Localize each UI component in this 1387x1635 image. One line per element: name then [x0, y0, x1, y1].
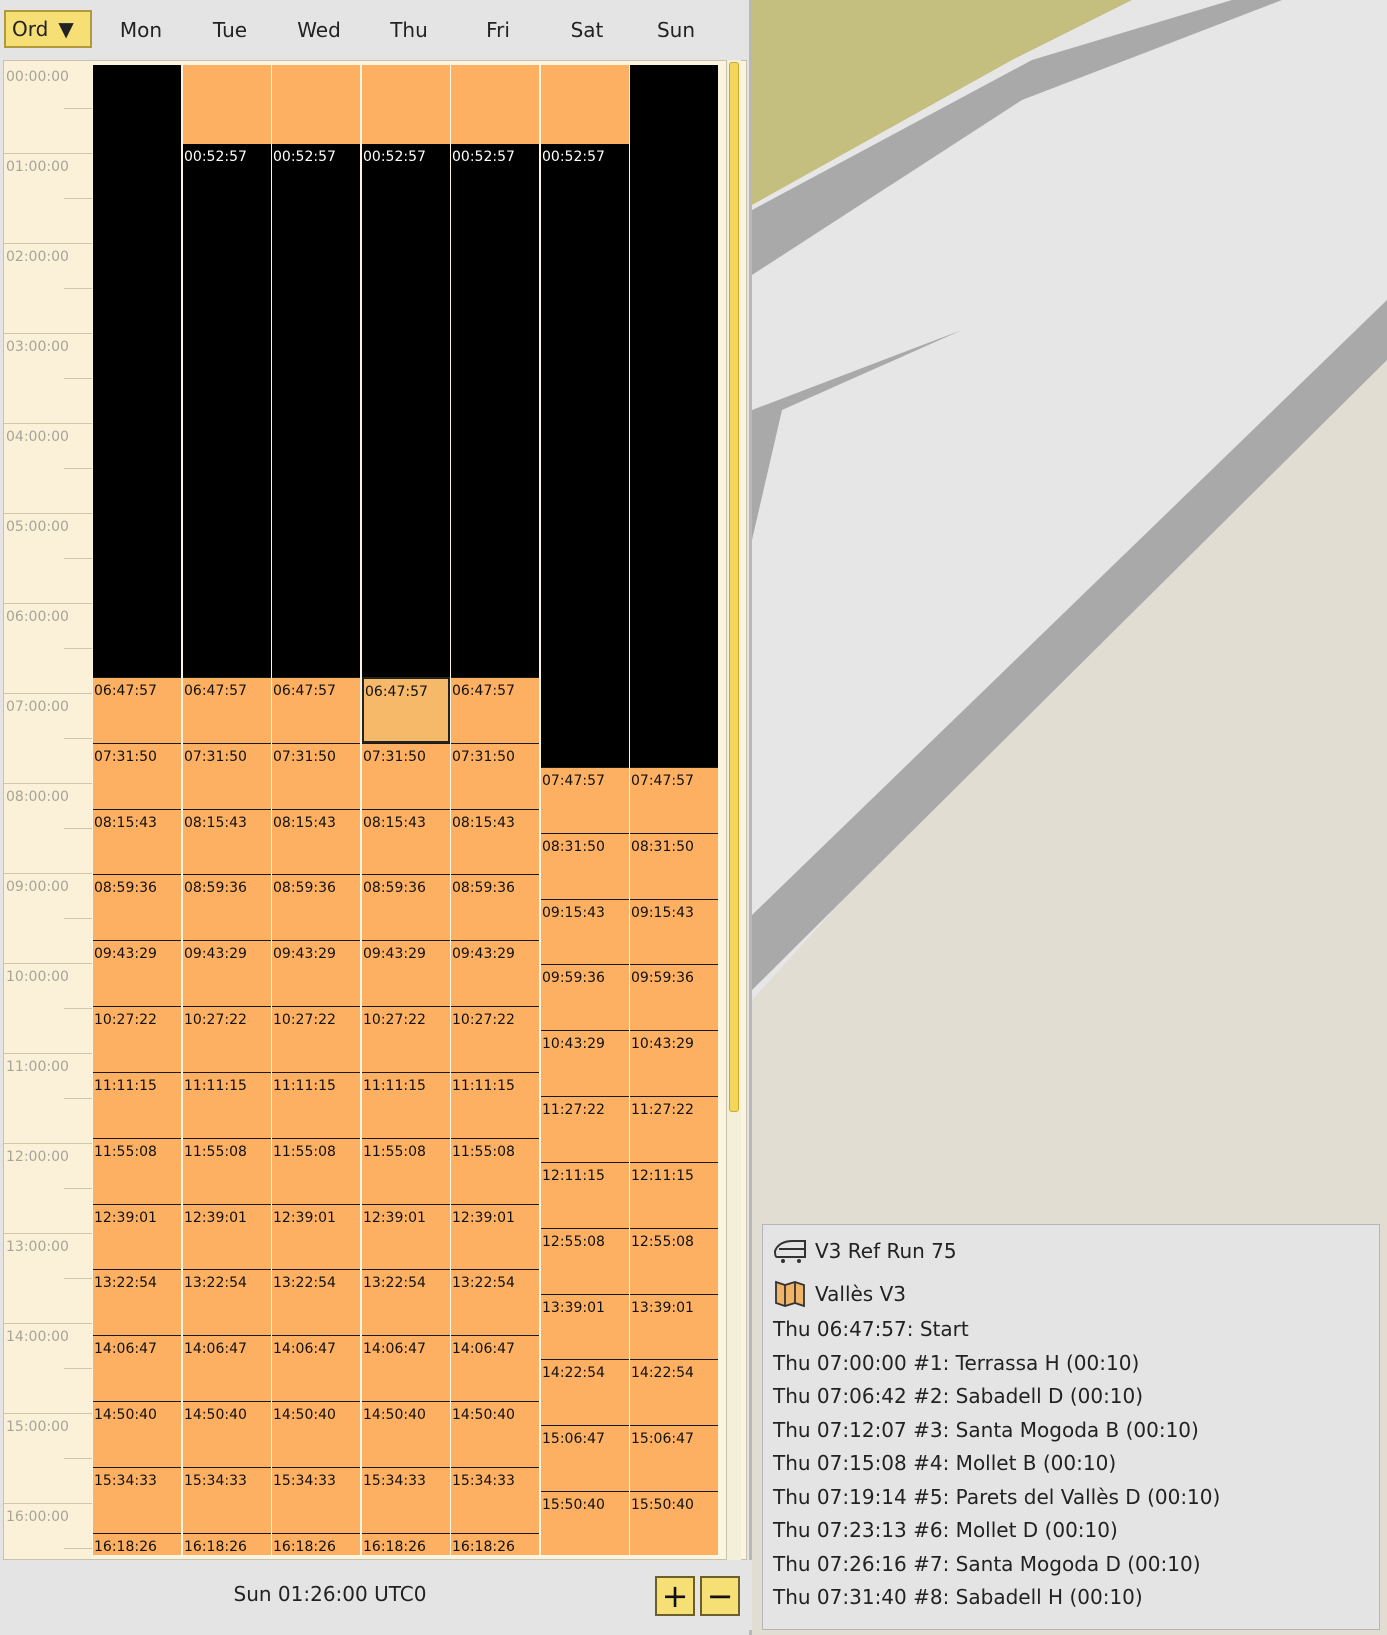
- slot-time: 12:39:01: [273, 1209, 336, 1226]
- day-column-wed[interactable]: [272, 65, 360, 1555]
- stop-item[interactable]: Thu 07:23:13 #6: Mollet D (00:10): [773, 1518, 1118, 1542]
- zoom-in-button[interactable]: +: [655, 1576, 695, 1616]
- half-hour-tick: [64, 378, 92, 379]
- time-slot[interactable]: [183, 743, 271, 809]
- slot-time: 16:18:26: [94, 1538, 157, 1555]
- hour-column: [4, 61, 92, 1559]
- slot-time: 09:43:29: [273, 946, 336, 963]
- map-icon: [773, 1279, 807, 1309]
- slot-time: 07:31:50: [94, 748, 157, 765]
- slot-time: 12:55:08: [631, 1233, 694, 1250]
- time-slot[interactable]: [451, 1269, 539, 1335]
- day-column-thu[interactable]: [362, 65, 450, 1555]
- slot-time: 12:55:08: [542, 1233, 605, 1250]
- stop-item[interactable]: Thu 07:12:07 #3: Santa Mogoda B (00:10): [773, 1418, 1199, 1442]
- slot-time: 13:22:54: [363, 1275, 426, 1292]
- slot-time: 13:22:54: [94, 1275, 157, 1292]
- time-slot[interactable]: [541, 767, 629, 833]
- time-slot[interactable]: [272, 1138, 360, 1204]
- slot-time: 16:18:26: [184, 1538, 247, 1555]
- slot-time: 07:31:50: [184, 748, 247, 765]
- time-slot[interactable]: [183, 1006, 271, 1072]
- day-column-tue[interactable]: [183, 65, 271, 1555]
- slot-time: 06:47:57: [273, 682, 336, 699]
- time-slot[interactable]: [362, 1138, 450, 1204]
- hour-label: 09:00:00: [6, 879, 69, 895]
- time-slot[interactable]: [362, 1204, 450, 1270]
- time-slot[interactable]: [362, 1533, 450, 1555]
- half-hour-tick: [64, 1008, 92, 1009]
- time-slot[interactable]: [93, 1269, 181, 1335]
- time-slot[interactable]: [272, 940, 360, 1006]
- slot-time: 15:06:47: [631, 1431, 694, 1448]
- hour-label: 10:00:00: [6, 969, 69, 985]
- slot-time: 15:34:33: [94, 1472, 157, 1489]
- half-hour-tick: [64, 288, 92, 289]
- line-name-row: [773, 1279, 906, 1309]
- time-slot[interactable]: [183, 940, 271, 1006]
- slot-time: 11:11:15: [452, 1077, 515, 1094]
- slot-time: 08:15:43: [273, 814, 336, 831]
- day-header-mon: Mon: [119, 18, 163, 42]
- hour-gridline: [4, 783, 92, 784]
- slot-time: 15:50:40: [542, 1497, 605, 1513]
- day-header-fri: Fri: [486, 18, 510, 42]
- half-hour-tick: [64, 108, 92, 109]
- day-header-wed: Wed: [297, 18, 341, 42]
- slot-time: 08:31:50: [542, 838, 605, 855]
- slot-time: 08:15:43: [363, 814, 426, 831]
- order-dropdown[interactable]: [4, 10, 92, 48]
- time-slot[interactable]: [183, 809, 271, 875]
- hour-label: 14:00:00: [6, 1329, 69, 1345]
- hour-gridline: [4, 1503, 92, 1504]
- timetable-footer: [0, 1560, 752, 1630]
- time-slot[interactable]: [630, 767, 718, 833]
- time-slot[interactable]: [630, 1359, 718, 1425]
- line-name: Vallès V3: [815, 1282, 906, 1306]
- slot-time: 09:59:36: [631, 970, 694, 987]
- time-slot[interactable]: [541, 1096, 629, 1162]
- time-slot[interactable]: [451, 1533, 539, 1555]
- slot-time: 14:06:47: [184, 1341, 247, 1358]
- time-slot[interactable]: [272, 1467, 360, 1533]
- slot-time: 13:22:54: [273, 1275, 336, 1292]
- time-slot[interactable]: [183, 1269, 271, 1335]
- slot-time: 14:06:47: [452, 1341, 515, 1358]
- hour-gridline: [4, 1233, 92, 1234]
- slot-time: 11:55:08: [363, 1143, 426, 1160]
- vertical-scrollbar[interactable]: [726, 60, 741, 1560]
- hour-gridline: [4, 423, 92, 424]
- day-header-sat: Sat: [570, 18, 604, 42]
- hour-label: 02:00:00: [6, 249, 69, 265]
- hour-gridline: [4, 513, 92, 514]
- time-slot[interactable]: [630, 1162, 718, 1228]
- slot-time: 12:39:01: [363, 1209, 426, 1226]
- time-slot[interactable]: [630, 1491, 718, 1555]
- day-column-fri[interactable]: [451, 65, 539, 1555]
- hour-gridline: [4, 1323, 92, 1324]
- time-slot[interactable]: [183, 677, 271, 743]
- time-slot[interactable]: [451, 1467, 539, 1533]
- schedule-grid[interactable]: [3, 60, 747, 1560]
- slot-time: 11:11:15: [273, 1077, 336, 1094]
- time-slot[interactable]: [362, 940, 450, 1006]
- time-slot[interactable]: [362, 1335, 450, 1401]
- hour-label: 11:00:00: [6, 1059, 69, 1075]
- hour-gridline: [4, 1143, 92, 1144]
- slot-time: 00:52:57: [363, 149, 426, 166]
- slot-time: 00:52:57: [184, 149, 247, 166]
- slot-time: 13:22:54: [452, 1275, 515, 1292]
- hour-label: 05:00:00: [6, 519, 69, 535]
- slot-time: 12:39:01: [452, 1209, 515, 1226]
- hour-gridline: [4, 1413, 92, 1414]
- slot-time: 10:27:22: [363, 1012, 426, 1029]
- slot-time: 10:27:22: [452, 1012, 515, 1029]
- slot-time: 11:55:08: [452, 1143, 515, 1160]
- time-slot[interactable]: [183, 1138, 271, 1204]
- slot-time: 14:50:40: [452, 1407, 515, 1423]
- time-slot[interactable]: [362, 1401, 450, 1467]
- slot-time: 12:39:01: [94, 1209, 157, 1226]
- time-slot[interactable]: [183, 1072, 271, 1138]
- slot-time: 07:31:50: [273, 748, 336, 765]
- slot-time: 06:47:57: [94, 682, 157, 699]
- time-slot[interactable]: [451, 1138, 539, 1204]
- time-slot[interactable]: [93, 1401, 181, 1467]
- slot-time: 16:18:26: [273, 1538, 336, 1555]
- half-hour-tick: [64, 1188, 92, 1189]
- hour-gridline: [4, 153, 92, 154]
- hour-gridline: [4, 693, 92, 694]
- slot-time: 11:55:08: [273, 1143, 336, 1160]
- slot-time: 10:27:22: [94, 1012, 157, 1029]
- slot-time: 16:18:26: [452, 1538, 515, 1555]
- slot-time: 13:39:01: [542, 1299, 605, 1316]
- day-column-mon[interactable]: [93, 65, 181, 1555]
- time-slot[interactable]: [93, 677, 181, 743]
- time-slot[interactable]: [272, 1006, 360, 1072]
- time-slot[interactable]: [272, 65, 360, 144]
- slot-time: 11:55:08: [184, 1143, 247, 1160]
- time-slot[interactable]: [541, 964, 629, 1030]
- time-slot[interactable]: [541, 1425, 629, 1491]
- time-slot[interactable]: [183, 1335, 271, 1401]
- slot-time: 08:15:43: [94, 814, 157, 831]
- time-slot[interactable]: [93, 940, 181, 1006]
- half-hour-tick: [64, 1278, 92, 1279]
- time-slot[interactable]: [93, 1204, 181, 1270]
- night-block[interactable]: [541, 144, 629, 767]
- time-slot[interactable]: [362, 874, 450, 940]
- time-slot[interactable]: [183, 65, 271, 144]
- time-slot[interactable]: [630, 833, 718, 899]
- day-header-row: [0, 0, 752, 60]
- hour-label: 08:00:00: [6, 789, 69, 805]
- time-slot[interactable]: [451, 874, 539, 940]
- hour-gridline: [4, 963, 92, 964]
- hour-label: 01:00:00: [6, 159, 69, 175]
- half-hour-tick: [64, 468, 92, 469]
- half-hour-tick: [64, 1098, 92, 1099]
- time-slot[interactable]: [451, 743, 539, 809]
- night-block[interactable]: [362, 144, 450, 677]
- slot-time: 08:59:36: [363, 880, 426, 897]
- slot-time: 15:06:47: [542, 1431, 605, 1448]
- day-column-sat[interactable]: [541, 65, 629, 1555]
- stop-item[interactable]: Thu 07:00:00 #1: Terrassa H (00:10): [773, 1351, 1140, 1375]
- time-slot[interactable]: [93, 874, 181, 940]
- slot-time: 14:50:40: [273, 1407, 336, 1423]
- stop-item[interactable]: Thu 07:26:16 #7: Santa Mogoda D (00:10): [773, 1552, 1201, 1576]
- time-slot[interactable]: [451, 809, 539, 875]
- slot-time: 14:06:47: [363, 1341, 426, 1358]
- stop-item[interactable]: Thu 07:19:14 #5: Parets del Vallès D (00:10): [773, 1485, 1221, 1509]
- hour-label: 04:00:00: [6, 429, 69, 445]
- slot-time: 08:59:36: [94, 880, 157, 897]
- time-slot[interactable]: [272, 1533, 360, 1555]
- slot-time: 06:47:57: [365, 683, 428, 700]
- slot-time: 09:43:29: [452, 946, 515, 963]
- slot-time: 15:34:33: [452, 1472, 515, 1489]
- time-slot[interactable]: [93, 743, 181, 809]
- time-slot[interactable]: [362, 65, 450, 144]
- hour-label: 00:00:00: [6, 69, 69, 85]
- slot-time: 07:31:50: [363, 748, 426, 765]
- time-slot[interactable]: [630, 899, 718, 965]
- slot-time: 14:22:54: [631, 1365, 694, 1382]
- time-slot[interactable]: [541, 1228, 629, 1294]
- slot-time: 14:50:40: [94, 1407, 157, 1423]
- time-slot[interactable]: [541, 65, 629, 144]
- slot-time: 06:47:57: [452, 682, 515, 699]
- slot-time: 08:59:36: [452, 880, 515, 897]
- time-slot[interactable]: [451, 1072, 539, 1138]
- time-slot[interactable]: [362, 1072, 450, 1138]
- slot-time: 13:39:01: [631, 1299, 694, 1316]
- run-name-row: [773, 1237, 957, 1265]
- time-slot[interactable]: [362, 1006, 450, 1072]
- scrollbar-thumb[interactable]: [729, 62, 739, 1112]
- run-name: V3 Ref Run 75: [815, 1239, 957, 1263]
- half-hour-tick: [64, 648, 92, 649]
- slot-time: 13:22:54: [184, 1275, 247, 1292]
- slot-time: 09:43:29: [363, 946, 426, 963]
- hour-gridline: [4, 873, 92, 874]
- zoom-out-button[interactable]: −: [700, 1576, 740, 1616]
- slot-time: 08:15:43: [452, 814, 515, 831]
- run-start: Thu 06:47:57: Start: [773, 1317, 969, 1341]
- train-icon: [773, 1237, 807, 1265]
- time-slot[interactable]: [272, 1072, 360, 1138]
- time-slot[interactable]: [272, 1335, 360, 1401]
- hour-label: 06:00:00: [6, 609, 69, 625]
- slot-time: 09:43:29: [184, 946, 247, 963]
- time-slot[interactable]: [541, 1294, 629, 1360]
- hour-gridline: [4, 1053, 92, 1054]
- day-column-sun[interactable]: [630, 65, 718, 1555]
- time-slot[interactable]: [451, 1204, 539, 1270]
- time-slot[interactable]: [451, 1006, 539, 1072]
- half-hour-tick: [64, 828, 92, 829]
- hour-gridline: [4, 333, 92, 334]
- time-slot[interactable]: [362, 1467, 450, 1533]
- time-slot[interactable]: [630, 1294, 718, 1360]
- time-slot[interactable]: [451, 1335, 539, 1401]
- hour-label: 15:00:00: [6, 1419, 69, 1435]
- slot-time: 07:31:50: [452, 748, 515, 765]
- time-slot[interactable]: [541, 1491, 629, 1555]
- slot-time: 12:11:15: [631, 1167, 694, 1184]
- slot-time: 15:34:33: [184, 1472, 247, 1489]
- slot-time: 15:34:33: [273, 1472, 336, 1489]
- time-slot[interactable]: [183, 1204, 271, 1270]
- slot-time: 11:11:15: [363, 1077, 426, 1094]
- slot-time: 12:39:01: [184, 1209, 247, 1226]
- time-slot[interactable]: [272, 743, 360, 809]
- time-slot[interactable]: [272, 809, 360, 875]
- dropdown-arrow-icon: ▼: [58, 17, 74, 41]
- selected-time-slot[interactable]: [362, 677, 450, 743]
- slot-time: 10:27:22: [273, 1012, 336, 1029]
- half-hour-tick: [64, 918, 92, 919]
- time-slot[interactable]: [272, 677, 360, 743]
- slot-time: 11:11:15: [94, 1077, 157, 1094]
- time-slot[interactable]: [183, 874, 271, 940]
- slot-time: 07:47:57: [542, 772, 605, 789]
- slot-time: 09:43:29: [94, 946, 157, 963]
- time-slot[interactable]: [630, 1030, 718, 1096]
- hour-gridline: [4, 603, 92, 604]
- time-slot[interactable]: [451, 677, 539, 743]
- time-slot[interactable]: [451, 65, 539, 144]
- time-slot[interactable]: [362, 1269, 450, 1335]
- day-header-tue: Tue: [212, 18, 248, 42]
- slot-time: 00:52:57: [542, 149, 605, 166]
- time-slot[interactable]: [93, 1072, 181, 1138]
- night-block[interactable]: [451, 144, 539, 677]
- night-block[interactable]: [183, 144, 271, 677]
- slot-time: 08:59:36: [273, 880, 336, 897]
- time-slot[interactable]: [541, 1162, 629, 1228]
- time-slot[interactable]: [541, 1359, 629, 1425]
- slot-time: 14:06:47: [94, 1341, 157, 1358]
- time-slot[interactable]: [93, 1138, 181, 1204]
- hour-label: 16:00:00: [6, 1509, 69, 1525]
- time-slot[interactable]: [183, 1533, 271, 1555]
- slot-time: 11:27:22: [631, 1102, 694, 1119]
- slot-time: 09:15:43: [542, 904, 605, 921]
- time-slot[interactable]: [93, 1533, 181, 1555]
- time-slot[interactable]: [93, 1006, 181, 1072]
- half-hour-tick: [64, 1458, 92, 1459]
- half-hour-tick: [64, 1548, 92, 1549]
- slot-time: 12:11:15: [542, 1167, 605, 1184]
- time-slot[interactable]: [272, 874, 360, 940]
- time-slot[interactable]: [93, 809, 181, 875]
- stop-item[interactable]: Thu 07:31:40 #8: Sabadell H (00:10): [773, 1585, 1143, 1609]
- hour-label: 12:00:00: [6, 1149, 69, 1165]
- slot-time: 06:47:57: [184, 682, 247, 699]
- hour-label: 03:00:00: [6, 339, 69, 355]
- time-slot[interactable]: [183, 1401, 271, 1467]
- time-slot[interactable]: [541, 1030, 629, 1096]
- order-dropdown-label: Ord: [12, 17, 49, 41]
- hour-gridline: [4, 243, 92, 244]
- stop-item[interactable]: Thu 07:15:08 #4: Mollet B (00:10): [773, 1451, 1117, 1475]
- slot-time: 07:47:57: [631, 772, 694, 789]
- time-slot[interactable]: [272, 1204, 360, 1270]
- time-slot[interactable]: [630, 964, 718, 1030]
- time-slot[interactable]: [93, 1335, 181, 1401]
- slot-time: 11:11:15: [184, 1077, 247, 1094]
- time-slot[interactable]: [630, 1425, 718, 1491]
- slot-time: 15:50:40: [631, 1497, 694, 1513]
- slot-time: 14:50:40: [184, 1407, 247, 1423]
- half-hour-tick: [64, 198, 92, 199]
- time-slot[interactable]: [362, 809, 450, 875]
- day-header-sun: Sun: [656, 18, 696, 42]
- time-slot[interactable]: [183, 1467, 271, 1533]
- day-header-thu: Thu: [390, 18, 428, 42]
- time-slot[interactable]: [541, 899, 629, 965]
- time-slot[interactable]: [362, 743, 450, 809]
- night-block[interactable]: [630, 65, 718, 767]
- half-hour-tick: [64, 738, 92, 739]
- time-slot[interactable]: [630, 1096, 718, 1162]
- slot-time: 14:22:54: [542, 1365, 605, 1382]
- run-info-panel: [762, 1224, 1380, 1630]
- slot-time: 00:52:57: [452, 149, 515, 166]
- time-slot[interactable]: [451, 1401, 539, 1467]
- slot-time: 16:18:26: [363, 1538, 426, 1555]
- slot-time: 08:59:36: [184, 880, 247, 897]
- slot-time: 14:50:40: [363, 1407, 426, 1423]
- half-hour-tick: [64, 1368, 92, 1369]
- time-slot[interactable]: [272, 1401, 360, 1467]
- slot-time: 09:59:36: [542, 970, 605, 987]
- hour-label: 13:00:00: [6, 1239, 69, 1255]
- stop-item[interactable]: Thu 07:06:42 #2: Sabadell D (00:10): [773, 1384, 1144, 1408]
- slot-time: 08:15:43: [184, 814, 247, 831]
- night-block[interactable]: [272, 144, 360, 677]
- time-slot[interactable]: [541, 833, 629, 899]
- night-block[interactable]: [93, 65, 181, 677]
- slot-time: 11:27:22: [542, 1102, 605, 1119]
- slot-time: 10:43:29: [631, 1036, 694, 1053]
- time-slot[interactable]: [93, 1467, 181, 1533]
- hour-label: 07:00:00: [6, 699, 69, 715]
- slot-time: 14:06:47: [273, 1341, 336, 1358]
- slot-time: 10:27:22: [184, 1012, 247, 1029]
- slot-time: 09:15:43: [631, 904, 694, 921]
- time-slot[interactable]: [451, 940, 539, 1006]
- slot-time: 10:43:29: [542, 1036, 605, 1053]
- slot-time: 08:31:50: [631, 838, 694, 855]
- slot-time: 15:34:33: [363, 1472, 426, 1489]
- current-time-label: Sun 01:26:00 UTC0: [233, 1582, 427, 1606]
- slot-time: 11:55:08: [94, 1143, 157, 1160]
- slot-time: 00:52:57: [273, 149, 336, 166]
- time-slot[interactable]: [630, 1228, 718, 1294]
- time-slot[interactable]: [272, 1269, 360, 1335]
- half-hour-tick: [64, 558, 92, 559]
